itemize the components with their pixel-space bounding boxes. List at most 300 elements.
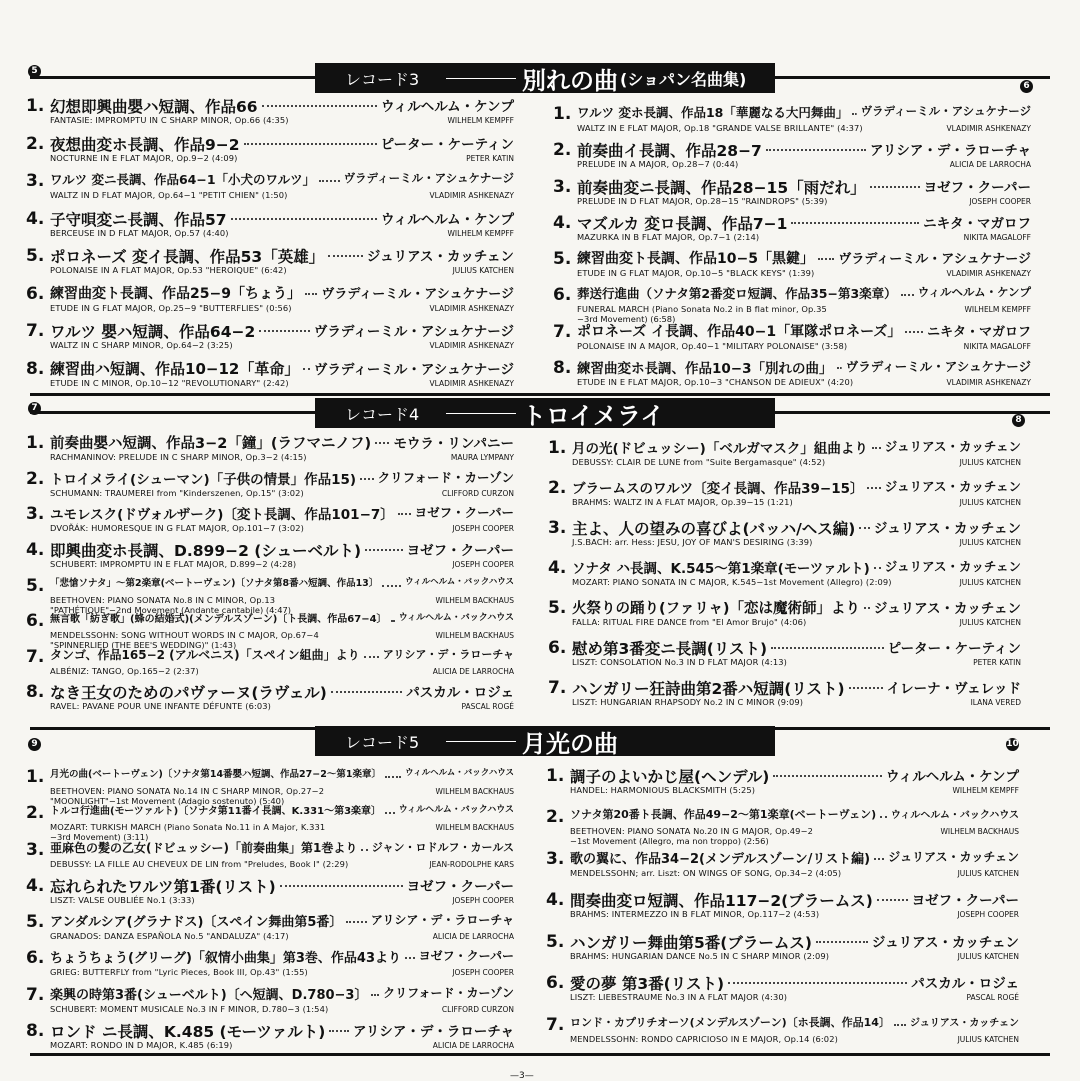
track-entry [546,931,1019,965]
track-entry [546,972,1019,1006]
track-title: 月光の曲(ベートーヴェン)〔ソナタ第14番嬰ハ短調、作品27−2〜第1楽章〕 [50,769,381,780]
header-band [315,398,775,428]
track-number: 5. [26,912,45,932]
track-number: 4. [26,539,45,560]
track-title: 前奏曲変ニ長調、作品28−15「雨だれ」 [577,178,866,197]
performer-name-english: VLADIMIR ASHKENAZY [946,377,1031,387]
track-title-english: MENDELSSOHN: RONDO CAPRICIOSO IN E MAJOR, Op.14 (6:02) [570,1033,838,1044]
performer-name: ジュリアス・カッチェン [884,479,1021,494]
leader-dots [391,620,395,622]
record-title: 別れの曲 [522,66,618,95]
track-number: 7. [26,646,45,667]
performer-name: ジャン・ロドルフ・カールス [371,840,514,854]
track-title-english: LISZT: VALSE OUBLIÉE No.1 (3:33) [50,894,195,905]
performer-name: アリシア・デ・ラローチャ [382,647,514,661]
performer-name: ヨゼフ・クーパー [414,505,514,521]
track-entry [553,248,1031,282]
track-entry [26,468,514,502]
performer-name: ヴラディーミル・アシュケナージ [838,252,1031,267]
track-entry [26,283,514,317]
leader-dots [262,105,377,107]
track-entry [26,984,514,1018]
track-entry [26,839,514,873]
track-number: 6. [548,638,567,658]
record-title: 月光の曲 [522,729,618,758]
track-entry [26,802,514,843]
track-title: 前奏曲嬰ハ短調、作品3−2「鐘」(ラフマニノフ) [50,436,372,452]
track-entry [548,477,1021,511]
track-number: 1. [548,438,567,458]
performer-name-english: WILHELM KEMPFF [952,786,1019,795]
performer-name-english: JULIUS KATCHEN [957,868,1019,878]
track-entry [26,646,514,680]
track-title-english: PRELUDE IN A MAJOR, Op.28−7 (0:44) [577,159,739,170]
record-4-right-column [548,437,1021,717]
track-title: 無言歌「紡ぎ歌」(蜂の結婚式)(メンデルスゾーン)〔ト長調、作品67−4〕 [50,614,387,626]
performer-name: アリシア・デ・ラローチャ [370,913,514,927]
track-title-english: DEBUSSY: CLAIR DE LUNE from "Suite Bergamasque" (4:52) [572,457,826,467]
track-entry [553,139,1031,173]
performer-name-english: ALICIA DE LARROCHA [432,932,514,941]
track-title: 愛の夢 第3番(リスト) [570,975,725,994]
performer-name-english: JULIUS KATCHEN [959,578,1021,587]
track-title: 練習曲変ト長調、作品25−9「ちょう」 [50,285,301,302]
track-entry [553,176,1031,210]
track-title-english: MOZART: TURKISH MARCH (Piano Sonata No.11 in A Major, K.331 [50,822,326,833]
track-entry [548,437,1021,471]
leader-dots [405,957,415,959]
leader-dots [329,1030,349,1032]
track-title: 即興曲変ホ長調、D.899−2 (シューベルト) [50,541,362,560]
track-title-english-line2: −3rd Movement) (6:58) [577,314,676,325]
track-entry [26,539,514,573]
track-number: 3. [546,848,565,869]
track-number: 6. [553,285,572,306]
track-entry [26,503,514,537]
track-title-english: PRELUDE IN D FLAT MAJOR, Op.28−15 "RAINDROPS" (5:39) [577,195,828,206]
leader-dots [346,921,367,923]
track-title: 忘れられたワルツ第1番(リスト) [50,877,276,896]
track-title: 夜想曲変ホ長調、作品9−2 [50,135,240,154]
track-title-english: WALTZ IN D FLAT MAJOR, Op.64−1 "PETIT CHIEN" (1:50) [50,190,288,200]
track-entry [548,557,1021,591]
performer-name: ウィルヘルム・ケンプ [886,769,1019,785]
performer-name-english: JEAN-RODOLPHE KARS [429,859,514,869]
performer-name: パスカル・ロジェ [911,976,1019,993]
track-entry [546,889,1019,923]
performer-name-english: JULIUS KATCHEN [959,458,1021,467]
track-entry [26,358,514,392]
performer-name-english: CLIFFORD CURZON [441,1004,514,1014]
leader-dots [874,567,881,569]
track-title-english: POLONAISE IN A FLAT MAJOR, Op.53 "HEROIQUE" (6:42) [50,265,287,275]
track-title: ちょうちょう(グリーグ)「叙情小曲集」第3巻、作品43より [50,951,402,967]
track-title-english-line2: "MOONLIGHT"−1st Movement (Adagio sostenuto) (5:40) [50,796,285,806]
track-entry [26,170,514,204]
track-number: 2. [553,140,572,161]
track-number: 7. [548,678,567,698]
track-title: マズルカ 変ロ長調、作品7−1 [577,214,788,233]
performer-name: ヴラディーミル・アシュケナージ [845,358,1031,374]
record-label: レコード5 [345,732,420,752]
record-3-right-column [553,103,1031,393]
record-label: レコード4 [345,404,420,424]
leader-dots [244,143,377,145]
track-title: 慰め第3番変ニ長調(リスト) [572,640,768,658]
track-number: 1. [26,433,45,453]
page-number-7: 7 [28,402,41,415]
track-title-english: HANDEL: HARMONIOUS BLACKSMITH (5:25) [570,785,756,795]
track-number: 7. [546,1014,565,1035]
track-title: ユモレスク(ドヴォルザーク)〔変ト長調、作品101−7〕 [50,507,394,524]
track-title: ハンガリー舞曲第5番(ブラームス) [570,933,812,952]
performer-name-english: JOSEPH COOPER [452,559,514,569]
track-entry [26,911,514,945]
track-title-english-line2: −3rd Movement) (3:11) [50,832,149,843]
track-number: 3. [26,171,45,191]
performer-name-english: VLADIMIR ASHKENAZY [946,269,1031,278]
performer-name-english: VLADIMIR ASHKENAZY [429,191,514,200]
track-entry [546,848,1019,882]
track-entry [26,95,514,129]
performer-name: ニキタ・マガロフ [923,215,1031,232]
leader-dots [837,367,842,369]
track-title-english: WALTZ IN E FLAT MAJOR, Op.18 "GRANDE VALSE BRILLANTE" (4:37) [577,123,863,133]
track-title: 幻想即興曲嬰ハ短調、作品66 [50,98,258,116]
performer-name: アリシア・デ・ラローチャ [869,143,1031,160]
leader-dots [331,691,402,693]
track-title-english: GRIEG: BUTTERFLY from "Lyric Pieces, Book III, Op.43" (1:55) [50,967,308,978]
track-title: 練習曲ハ短調、作品10−12「革命」 [50,359,300,378]
record-label: レコード3 [345,69,420,89]
track-title-english: LISZT: CONSOLATION No.3 IN D FLAT MAJOR (4:13) [572,657,787,667]
track-entry [26,208,514,242]
track-number: 7. [553,321,572,342]
performer-name-english: ALICIA DE LARROCHA [432,1040,514,1050]
track-title: 練習曲変ト長調、作品10−5「黒鍵」 [577,251,814,267]
track-entry [548,597,1021,631]
track-entry [26,1020,514,1054]
track-number: 1. [26,96,45,116]
track-title: 子守唄変ニ長調、作品57 [50,210,227,229]
track-entry [26,766,514,806]
track-number: 2. [548,478,567,498]
track-title: ワルツ 変ホ長調、作品18「華麗なる大円舞曲」 [577,105,849,120]
leader-dots [280,885,403,887]
track-entry [553,103,1031,137]
track-title: ポロネーズ 変イ長調、作品53「英雄」 [50,248,325,266]
track-title: トロイメライ(シューマン)「子供の情景」作品15) [50,471,357,488]
performer-name-english: ALICIA DE LARROCHA [949,160,1031,170]
track-entry [26,875,514,909]
performer-name-english: ALICIA DE LARROCHA [432,666,514,676]
track-number: 2. [26,133,45,154]
performer-name-english: NIKITA MAGALOFF [963,341,1031,351]
track-entry [26,245,514,279]
track-title-english-line2: "SPINNERLIED (THE BEE'S WEDDING)" (1:43) [50,640,237,651]
track-title-english: RACHMANINOV: PRELUDE IN C SHARP MINOR, Op.3−2 (4:15) [50,452,307,462]
track-title-english: WALTZ IN C SHARP MINOR, Op.64−2 (3:25) [50,340,233,350]
record-title: トロイメライ [522,401,665,430]
track-title: 前奏曲イ長調、作品28−7 [577,142,762,161]
leader-dots [852,113,857,115]
performer-name-english: WILHELM BACKHAUS [435,823,514,833]
track-number: 7. [26,321,45,341]
track-title-english: ALBÉNIZ: TANGO, Op.165−2 (2:37) [50,665,199,676]
track-entry [553,321,1031,355]
track-title: 楽興の時第3番(シューベルト)〔ヘ短調、D.780−3〕 [50,987,368,1003]
track-title-english: ETUDE IN G FLAT MAJOR, Op.10−5 "BLACK KEYS" (1:39) [577,268,815,278]
performer-name-english: WILHELM BACKHAUS [435,631,514,641]
track-number: 2. [26,803,45,824]
leader-dots [894,1024,906,1026]
performer-name-english: JULIUS KATCHEN [959,618,1021,627]
label-dash [446,78,516,79]
leader-dots [870,186,920,188]
performer-name: ヨゼフ・クーパー [406,542,514,559]
track-title-english: BEETHOVEN: PIANO SONATA No.8 IN C MINOR, Op.13 [50,594,276,605]
leader-dots [766,149,866,151]
performer-name-english: ILANA VERED [970,698,1021,707]
performer-name: パスカル・ロジェ [406,685,514,702]
performer-name-english: JOSEPH COOPER [452,895,514,905]
leader-dots [360,478,374,480]
record-3-header [30,63,1050,93]
performer-name-english: JOSEPH COOPER [452,524,514,534]
track-title: ブラームスのワルツ〔変イ長調、作品39−15〕 [572,481,864,497]
track-number: 3. [553,176,572,197]
track-title-english: RAVEL: PAVANE POUR UNE INFANTE DÉFUNTE (6:03) [50,701,271,712]
track-title-english: FALLA: RITUAL FIRE DANCE from "El Amor Brujo" (4:06) [572,617,807,627]
track-title: 月の光(ドビュッシー)「ベルガマスク」組曲より [572,441,868,457]
performer-name: ヨゼフ・クーパー [418,949,514,964]
performer-name: ジュリアス・カッチェン [910,1017,1019,1029]
performer-name-english: JULIUS KATCHEN [452,266,514,275]
track-title: タンゴ、作品165−2 (アルベニス)「スペイン組曲」より [50,647,360,662]
track-number: 6. [26,283,45,304]
performer-name-english: WILHELM BACKHAUS [940,827,1019,837]
performer-name: ウィルヘルム・バックハウス [398,805,514,816]
performer-name: ヴラディーミル・アシュケナージ [313,324,514,340]
performer-name: ウィルヘルム・バックハウス [405,576,514,587]
header-band [315,726,775,756]
track-number: 6. [26,948,45,969]
track-entry [553,212,1031,246]
label-dash [446,741,516,742]
performer-name-english: VLADIMIR ASHKENAZY [946,124,1031,133]
performer-name: ジュリアス・カッチェン [873,521,1021,537]
record-5-left-column [26,766,514,1056]
track-title-english: NOCTURNE IN E FLAT MAJOR, Op.9−2 (4:09) [50,152,238,163]
track-number: 4. [548,558,567,578]
performer-name: ジュリアス・カッチェン [884,559,1021,574]
track-number: 5. [26,575,45,596]
performer-name-english: VLADIMIR ASHKENAZY [429,341,514,350]
track-title-english-line2: −1st Movement (Allegro, ma non troppo) (2:56) [570,836,769,847]
performer-name: ウィルヘルム・ケンプ [917,285,1031,300]
track-entry [26,432,514,466]
record-3-left-column [26,95,514,395]
performer-name: モウラ・リンパニー [393,436,514,452]
track-number: 8. [26,682,45,703]
track-number: 5. [26,246,45,266]
track-number: 4. [546,890,565,911]
track-number: 1. [26,767,45,787]
leader-dots [874,858,884,860]
track-title-english: SCHUMANN: TRAUMEREI from "Kinderszenen, Op.15" (3:02) [50,487,304,498]
track-title-english: BERCEUSE IN D FLAT MAJOR, Op.57 (4:40) [50,227,229,238]
performer-name: ヨゼフ・クーパー [406,878,514,895]
track-title: 練習曲変ホ長調、作品10−3「別れの曲」 [577,360,833,377]
record-5-right-column [546,765,1019,1055]
page-number-5: 5 [28,65,41,78]
performer-name-english: JULIUS KATCHEN [957,1034,1019,1044]
performer-name: ジュリアス・カッチェン [884,439,1021,454]
track-number: 2. [546,807,565,828]
track-title: 亜麻色の髪の乙女(ドビュッシー)「前奏曲集」第1巻より [50,840,358,855]
leader-dots [773,775,882,777]
leader-dots [319,180,340,182]
performer-name: ウィルヘルム・バックハウス [405,768,514,778]
track-title: 葬送行進曲（ソナタ第2番変ロ短調、作品35−第3楽章） [577,286,897,302]
record-subtitle: (ショパン名曲集) [620,69,747,89]
performer-name: ヴラディーミル・アシュケナージ [321,286,514,302]
track-number: 5. [546,931,565,952]
track-number: 4. [26,875,45,896]
leader-dots [361,849,368,851]
track-title-english: MENDELSSOHN: SONG WITHOUT WORDS IN C MAJOR, Op.67−4 [50,630,319,641]
leader-dots [877,899,908,901]
track-title: ロンド ニ長調、K.485 (モーツァルト) [50,1022,326,1041]
performer-name-english: WILHELM BACKHAUS [435,787,514,796]
leader-dots [328,255,363,257]
leader-dots [818,258,834,260]
track-number: 8. [553,357,572,378]
performer-name-english: WILHELM KEMPFF [447,228,514,238]
track-title-english: SCHUBERT: IMPROMPTU IN E FLAT MAJOR, D.899−2 (4:28) [50,558,297,569]
performer-name-english: JULIUS KATCHEN [957,951,1019,961]
track-title-english: ETUDE IN C MINOR, Op.10−12 "REVOLUTIONARY" (2:42) [50,377,289,388]
track-number: 5. [553,249,572,269]
track-entry [26,133,514,167]
performer-name-english: JOSEPH COOPER [969,196,1031,206]
performer-name-english: PASCAL ROGÉ [966,993,1019,1003]
leader-dots [385,812,395,814]
track-entry [553,284,1031,325]
leader-dots [385,776,401,778]
track-title: ソナタ第20番ト長調、作品49−2〜第1楽章(ベートーヴェン) [570,808,877,822]
page-number-10: 10 [1006,739,1019,749]
track-number: 6. [546,973,565,994]
leader-dots [398,513,411,515]
performer-name-english: JOSEPH COOPER [452,968,514,978]
performer-name-english: WILHELM BACKHAUS [435,595,514,605]
leader-dots [791,222,919,224]
performer-name: ヨゼフ・クーパー [923,179,1031,196]
track-title-english: POLONAISE IN A MAJOR, Op.40−1 "MILITARY POLONAISE" (3:58) [577,340,848,351]
bottom-rule [30,1053,1050,1056]
leader-dots [231,218,377,220]
performer-name: ヴラディーミル・アシュケナージ [860,104,1031,118]
track-number: 8. [26,358,45,379]
label-dash [446,413,516,414]
track-number: 3. [26,839,45,860]
page-number-8: 8 [1012,414,1025,427]
track-title-english-line2: "PATHÉTIQUE"−2nd Movement (Andante cantabile) (4:47) [50,604,292,615]
track-entry [26,681,514,715]
performer-name-english: WILHELM KEMPFF [447,116,514,125]
track-entry [26,575,514,615]
track-entry [26,320,514,354]
performer-name: ジュリアス・カッチェン [873,601,1021,617]
leader-dots [872,447,881,449]
track-title: ワルツ 嬰ハ短調、作品64−2 [50,323,256,341]
track-entry [26,947,514,981]
performer-name-english: WILHELM KEMPFF [964,305,1031,315]
leader-dots [867,487,881,489]
track-title-english: BRAHMS: HUNGARIAN DANCE No.5 IN C SHARP MINOR (2:09) [570,950,830,961]
track-title: 間奏曲変ロ短調、作品117−2(ブラームス) [570,892,873,911]
performer-name: ジュリアス・カッチェン [871,934,1019,951]
performer-name: ヴラディーミル・アシュケナージ [343,171,514,185]
track-number: 3. [548,518,567,538]
leader-dots [259,330,310,332]
track-title: 歌の翼に、作品34−2(メンデルスゾーン/リスト編) [570,851,871,867]
leader-dots [905,331,923,333]
performer-name-english: CLIFFORD CURZON [441,488,514,498]
track-title-english: ETUDE IN G FLAT MAJOR, Op.25−9 "BUTTERFLIES" (0:56) [50,302,292,313]
track-title-english: SCHUBERT: MOMENT MUSICALE No.3 IN F MINOR, D.780−3 (1:54) [50,1003,329,1014]
leader-dots [375,442,389,444]
performer-name: ピーター・ケーティン [887,641,1021,657]
track-number: 6. [26,611,45,632]
track-title-english: BRAHMS: WALTZ IN A FLAT MAJOR, Op.39−15 (1:21) [572,497,793,507]
track-title-english: MENDELSSOHN; arr. Liszt: ON WINGS OF SONG, Op.34−2 (4:05) [570,867,842,878]
leader-dots [859,527,870,529]
performer-name-english: VLADIMIR ASHKENAZY [429,378,514,388]
page-number-9: 9 [28,738,41,751]
record-5-header [30,726,1050,756]
track-number: 3. [26,504,45,525]
performer-name-english: PASCAL ROGÉ [461,702,514,712]
track-title-english: MAZURKA IN B FLAT MAJOR, Op.7−1 (2:14) [577,231,760,242]
track-title: なき王女のためのパヴァーヌ(ラヴェル) [50,684,327,703]
leader-dots [771,647,884,649]
performer-name-english: NIKITA MAGALOFF [963,232,1031,242]
leader-dots [728,982,907,984]
track-title-english: MOZART: RONDO IN D MAJOR, K.485 (6:19) [50,1039,233,1050]
performer-name: ヨゼフ・クーパー [911,893,1019,910]
track-title-english: J.S.BACH: arr. Hess: JESU, JOY OF MAN'S DESIRING (3:39) [572,537,813,547]
track-number: 4. [553,212,572,233]
track-title: ポロネーズ イ長調、作品40−1「軍隊ポロネーズ」 [577,323,902,340]
performer-name: ウィルヘルム・ケンプ [381,99,514,115]
track-number: 8. [26,1020,45,1041]
track-entry [548,637,1021,671]
performer-name: クリフォード・カーゾン [377,469,514,485]
track-title: トルコ行進曲(モーツァルト)〔ソナタ第11番イ長調、K.331〜第3楽章〕 [50,806,382,818]
performer-name-english: JOSEPH COOPER [957,910,1019,920]
performer-name-english: MAURA LYMPANY [450,453,514,462]
leader-dots [371,994,379,996]
page-footer: —3— [510,1071,534,1081]
page-number-6: 6 [1020,80,1033,93]
track-title-english: BEETHOVEN: PIANO SONATA No.20 IN G MAJOR, Op.49−2 [570,826,813,837]
performer-name: ウィルヘルム・ケンプ [381,211,514,228]
track-title: 火祭りの踊り(ファリャ)「恋は魔術師」より [572,601,861,617]
leader-dots [382,585,401,587]
track-title-english: ETUDE IN E FLAT MAJOR, Op.10−3 "CHANSON DE ADIEUX" (4:20) [577,376,854,387]
